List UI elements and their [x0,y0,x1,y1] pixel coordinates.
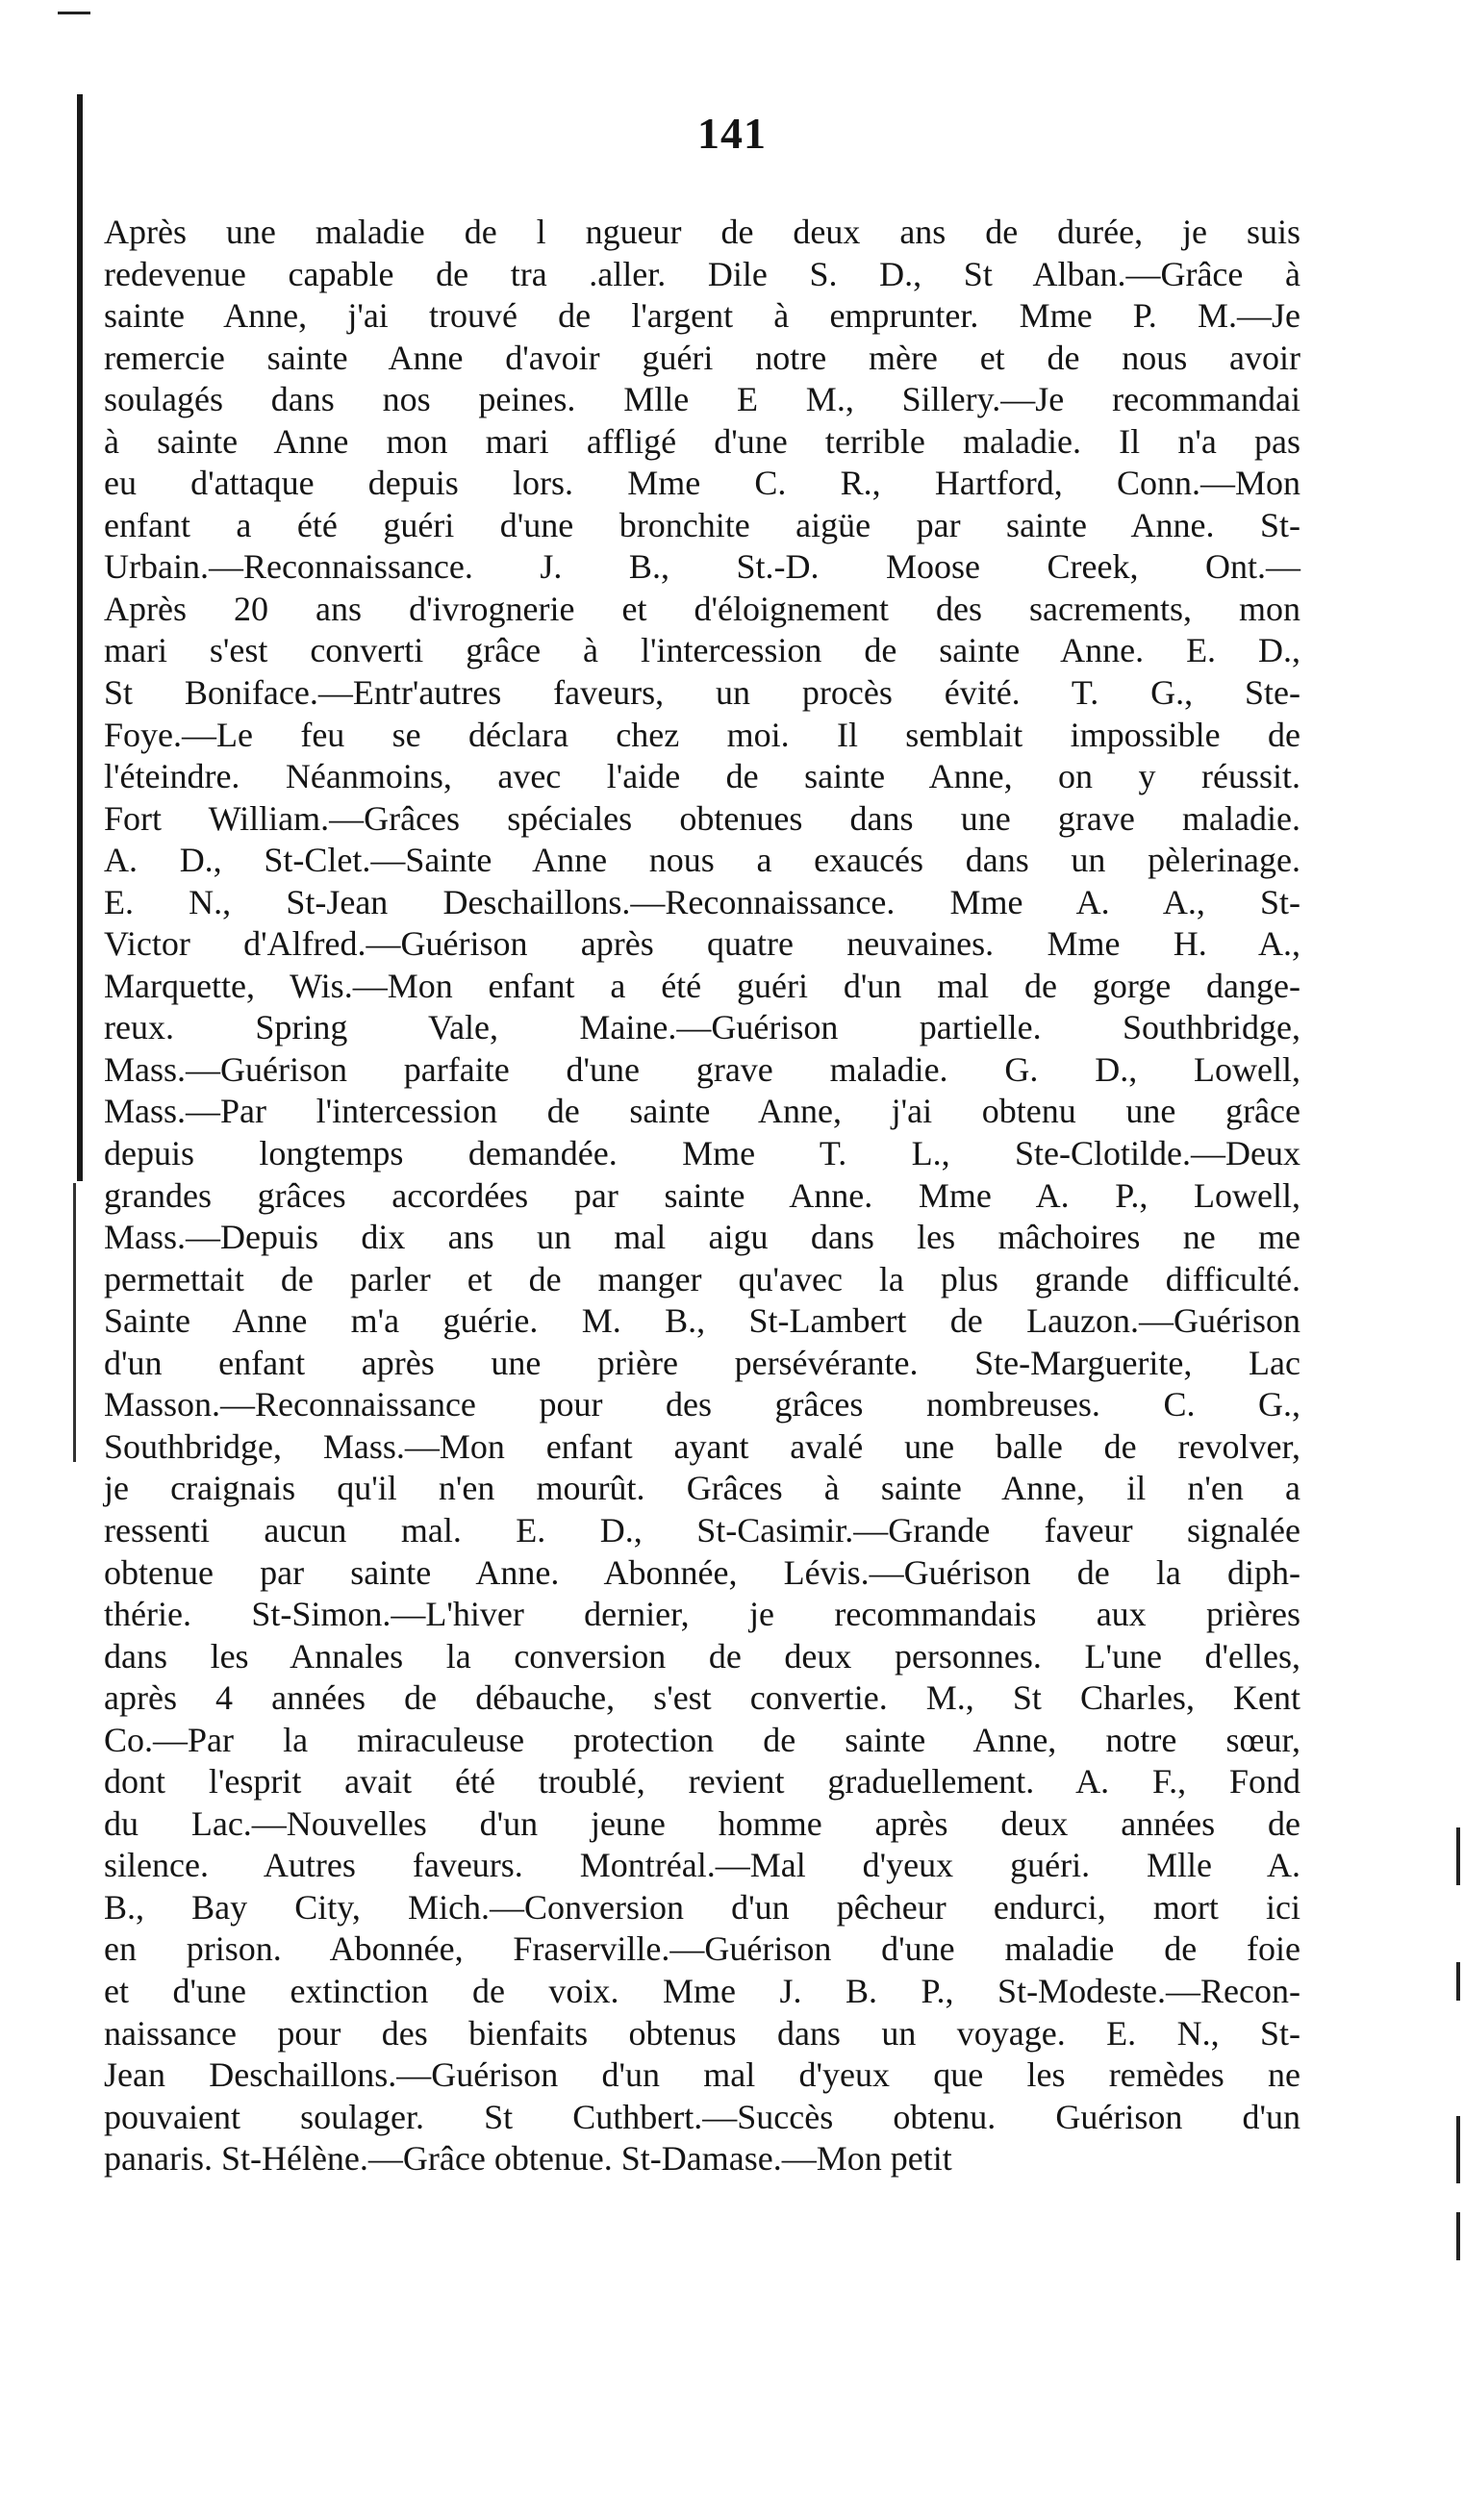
text-line: obtenue par sainte Anne. Abonnée, Lévis.—Guérison de la diph- [104,1552,1300,1592]
text-line: et d'une extinction de voix. Mme J. B. P., St-Modeste.—Recon- [104,1971,1300,2010]
text-line: Fort William.—Grâces spéciales obtenues dans une grave maladie. [104,798,1300,838]
text-line: je craignais qu'il n'en mourût. Grâces à sainte Anne, il n'en a [104,1469,1300,1508]
text-line: sainte Anne, j'ai trouvé de l'argent à emprunter. Mme P. M.—Je [104,296,1300,336]
text-line: remercie sainte Anne d'avoir guéri notre mère et de nous avoir [104,338,1300,377]
binding-shadow-lower [73,1183,76,1462]
text-line: reux. Spring Vale, Maine.—Guérison partielle. Southbridge, [104,1008,1300,1047]
text-line: dans les Annales la conversion de deux personnes. L'une d'elles, [104,1636,1300,1676]
text-line: en prison. Abonnée, Fraserville.—Guérison d'une maladie de foie [104,1929,1300,1969]
text-line: grandes grâces accordées par sainte Anne. Mme A. P., Lowell, [104,1175,1300,1215]
text-line: Urbain.—Reconnaissance. J. B., St.-D. Moose Creek, Ont.— [104,547,1300,587]
text-line: après 4 années de débauche, s'est convertie. M., St Charles, Kent [104,1678,1300,1718]
text-line: St Boniface.—Entr'autres faveurs, un procès évité. T. G., Ste- [104,673,1300,713]
text-line: dont l'esprit avait été troublé, revient graduellement. A. F., Fond [104,1762,1300,1802]
text-line: Mass.—Par l'intercession de sainte Anne, j'ai obtenu une grâce [104,1092,1300,1131]
text-line: redevenue capable de tra .aller. Dile S. D., St Alban.—Grâce à [104,254,1300,293]
scan-edge-mark [1456,2116,1460,2183]
scan-edge-mark [1456,2212,1460,2260]
text-line: panaris. St-Hélène.—Grâce obtenue. St-Damase.—Mon petit [104,2139,952,2179]
text-line: pouvaient soulager. St Cuthbert.—Succès obtenu. Guérison d'un [104,2097,1300,2136]
binding-shadow [77,94,83,1181]
text-line: silence. Autres faveurs. Montréal.—Mal d'yeux guéri. Mlle A. [104,1846,1300,1885]
text-line: Mass.—Guérison parfaite d'une grave maladie. G. D., Lowell, [104,1049,1300,1089]
page-number: 141 [697,109,767,158]
text-line: Jean Deschaillons.—Guérison d'un mal d'yeux que les remèdes ne [104,2055,1300,2095]
text-line: Sainte Anne m'a guérie. M. B., St-Lambert de Lauzon.—Guérison [104,1301,1300,1341]
scan-edge-mark [58,12,90,14]
scan-edge-mark [1456,1962,1460,2001]
text-line: enfant a été guéri d'une bronchite aigüe par sainte Anne. St- [104,505,1300,544]
text-line: Southbridge, Mass.—Mon enfant ayant avalé une balle de revolver, [104,1426,1300,1466]
text-line: l'éteindre. Néanmoins, avec l'aide de sainte Anne, on y réussit. [104,757,1300,796]
text-line: E. N., St-Jean Deschaillons.—Reconnaissance. Mme A. A., St- [104,882,1300,921]
text-line: depuis longtemps demandée. Mme T. L., Ste-Clotilde.—Deux [104,1134,1300,1173]
text-line: Après 20 ans d'ivrognerie et d'éloignement des sacrements, mon [104,589,1300,628]
text-line: du Lac.—Nouvelles d'un jeune homme après deux années de [104,1803,1300,1843]
scan-edge-mark [1456,1827,1460,1885]
text-line: Marquette, Wis.—Mon enfant a été guéri d'un mal de gorge dange- [104,966,1300,1005]
text-line: soulagés dans nos peines. Mlle E M., Sillery.—Je recommandai [104,380,1300,419]
text-line: permettait de parler et de manger qu'avec la plus grande difficulté. [104,1259,1300,1298]
text-line: Mass.—Depuis dix ans un mal aigu dans les mâchoires ne me [104,1218,1300,1257]
text-line: Victor d'Alfred.—Guérison après quatre neuvaines. Mme H. A., [104,924,1300,964]
text-line: Après une maladie de l ngueur de deux ans de durée, je suis [104,213,1300,251]
text-line: B., Bay City, Mich.—Conversion d'un pêcheur endurci, mort ici [104,1887,1300,1927]
text-line: eu d'attaque depuis lors. Mme C. R., Hartford, Conn.—Mon [104,464,1300,503]
body-text [104,212,1300,2180]
text-line: mari s'est converti grâce à l'intercession de sainte Anne. E. D., [104,631,1300,670]
text-line: A. D., St-Clet.—Sainte Anne nous a exaucés dans un pèlerinage. [104,841,1300,880]
text-line: ressenti aucun mal. E. D., St-Casimir.—Grande faveur signalée [104,1510,1300,1550]
text-line: Foye.—Le feu se déclara chez moi. Il semblait impossible de [104,715,1300,754]
text-line: d'un enfant après une prière persévérante. Ste-Marguerite, Lac [104,1343,1300,1382]
text-line: à sainte Anne mon mari affligé d'une terrible maladie. Il n'a pas [104,421,1300,461]
text-line: naissance pour des bienfaits obtenus dans un voyage. E. N., St- [104,2013,1300,2053]
text-line: Masson.—Reconnaissance pour des grâces nombreuses. C. G., [104,1385,1300,1424]
text-line: Co.—Par la miraculeuse protection de sainte Anne, notre sœur, [104,1720,1300,1759]
text-line: thérie. St-Simon.—L'hiver dernier, je recommandais aux prières [104,1595,1300,1634]
